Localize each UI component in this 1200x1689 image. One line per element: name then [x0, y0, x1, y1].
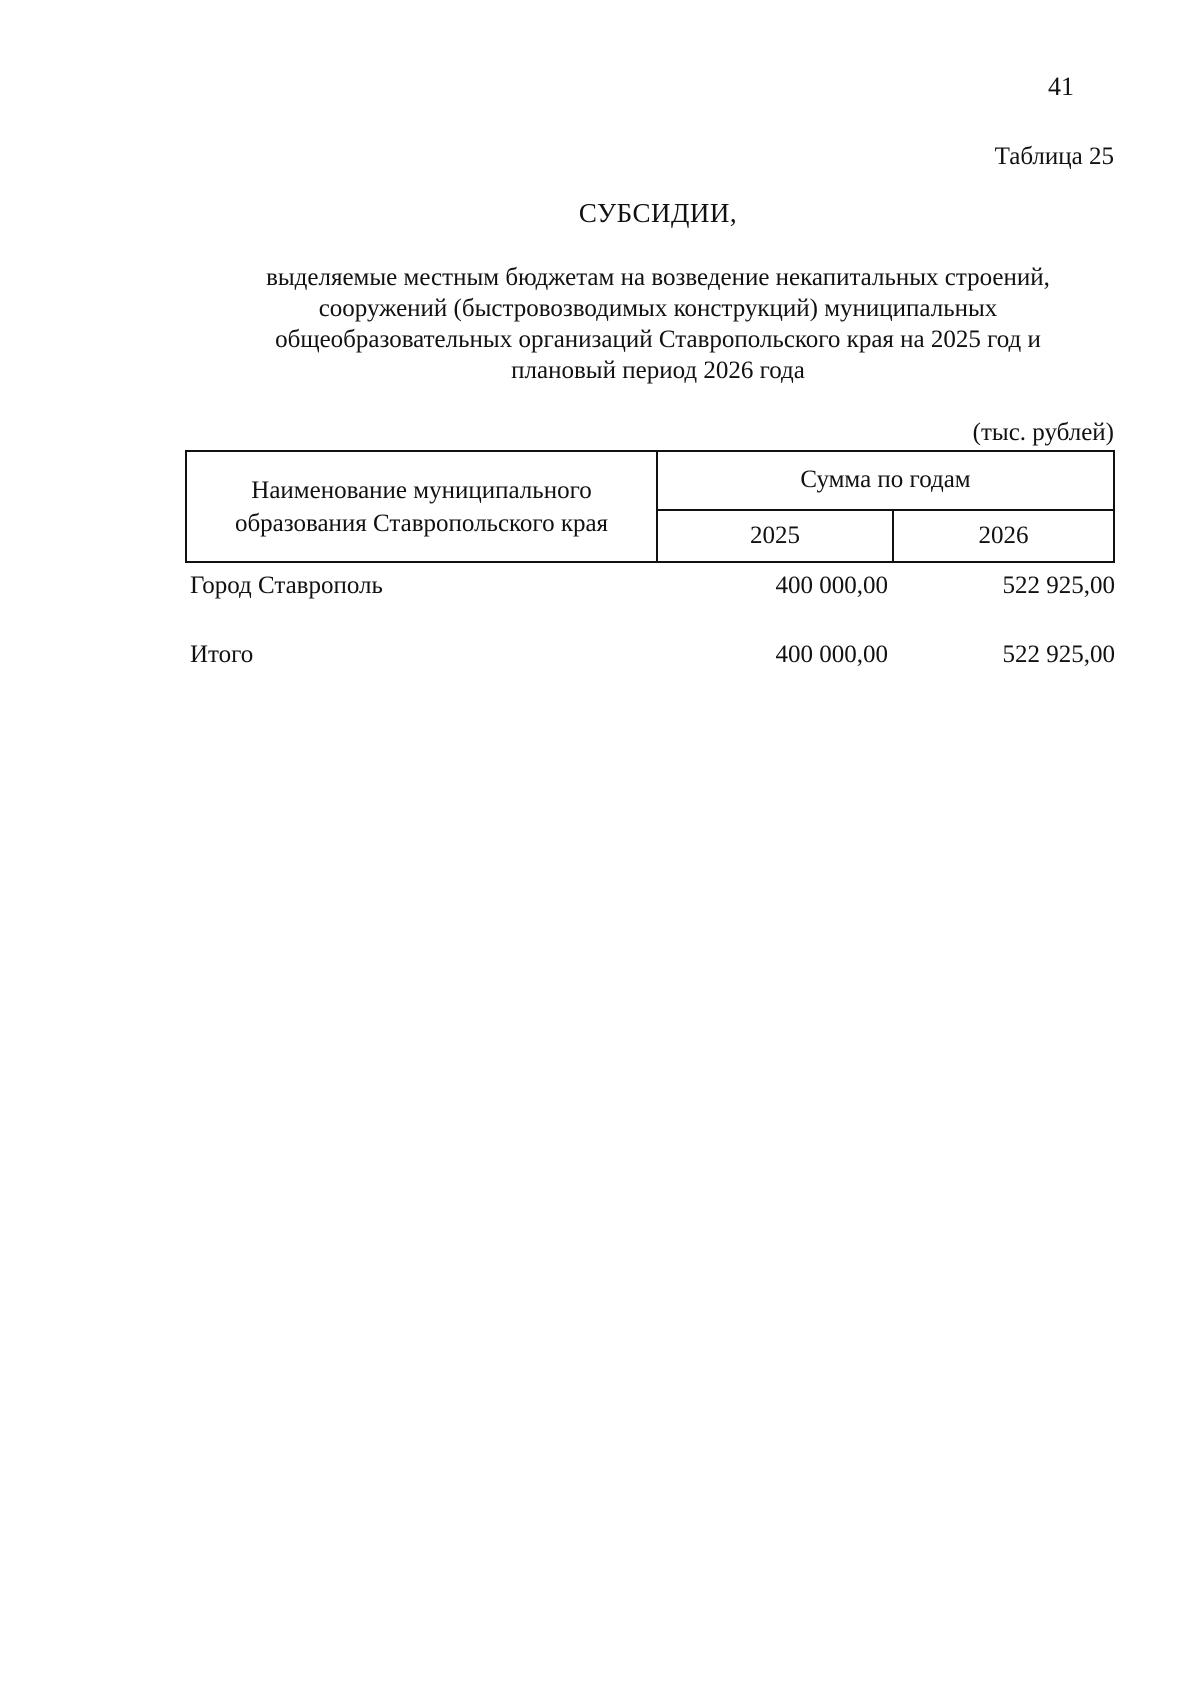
page-number: 41 [1048, 72, 1074, 101]
header-sum-column: Сумма по годам [658, 452, 1113, 511]
table-row [185, 572, 1115, 604]
table-label: Таблица 25 [994, 143, 1114, 170]
document-subtitle [186, 262, 1130, 386]
row-municipality: Город Ставрополь [190, 572, 383, 599]
row-value-2025: 400 000,00 [775, 572, 888, 599]
units-label: (тыс. рублей) [972, 419, 1114, 446]
header-year-2025: 2025 [658, 511, 894, 561]
table-total-row [185, 641, 1115, 673]
row-municipality: Итого [190, 641, 254, 668]
header-name-line: образования Ставропольского края [234, 509, 609, 537]
document-title: СУБСИДИИ, [578, 198, 738, 228]
row-value-2026: 522 925,00 [1002, 572, 1115, 599]
row-value-2026: 522 925,00 [1002, 641, 1115, 668]
subtitle-line: выделяемые местным бюджетам на возведение некапитальных строений, [266, 264, 1050, 291]
subtitle-line: сооружений (быстровозводимых конструкций) муниципальных [318, 295, 998, 322]
header-name-line: Наименование муниципального [251, 476, 592, 504]
header-year-2026: 2026 [978, 521, 1029, 549]
subtitle-line: общеобразовательных организаций Ставропольского края на 2025 год и [275, 326, 1041, 353]
row-value-2025: 400 000,00 [775, 641, 888, 668]
subtitle-line: плановый период 2026 года [511, 357, 805, 384]
header-name-column [187, 452, 658, 561]
table-header [185, 450, 1115, 563]
